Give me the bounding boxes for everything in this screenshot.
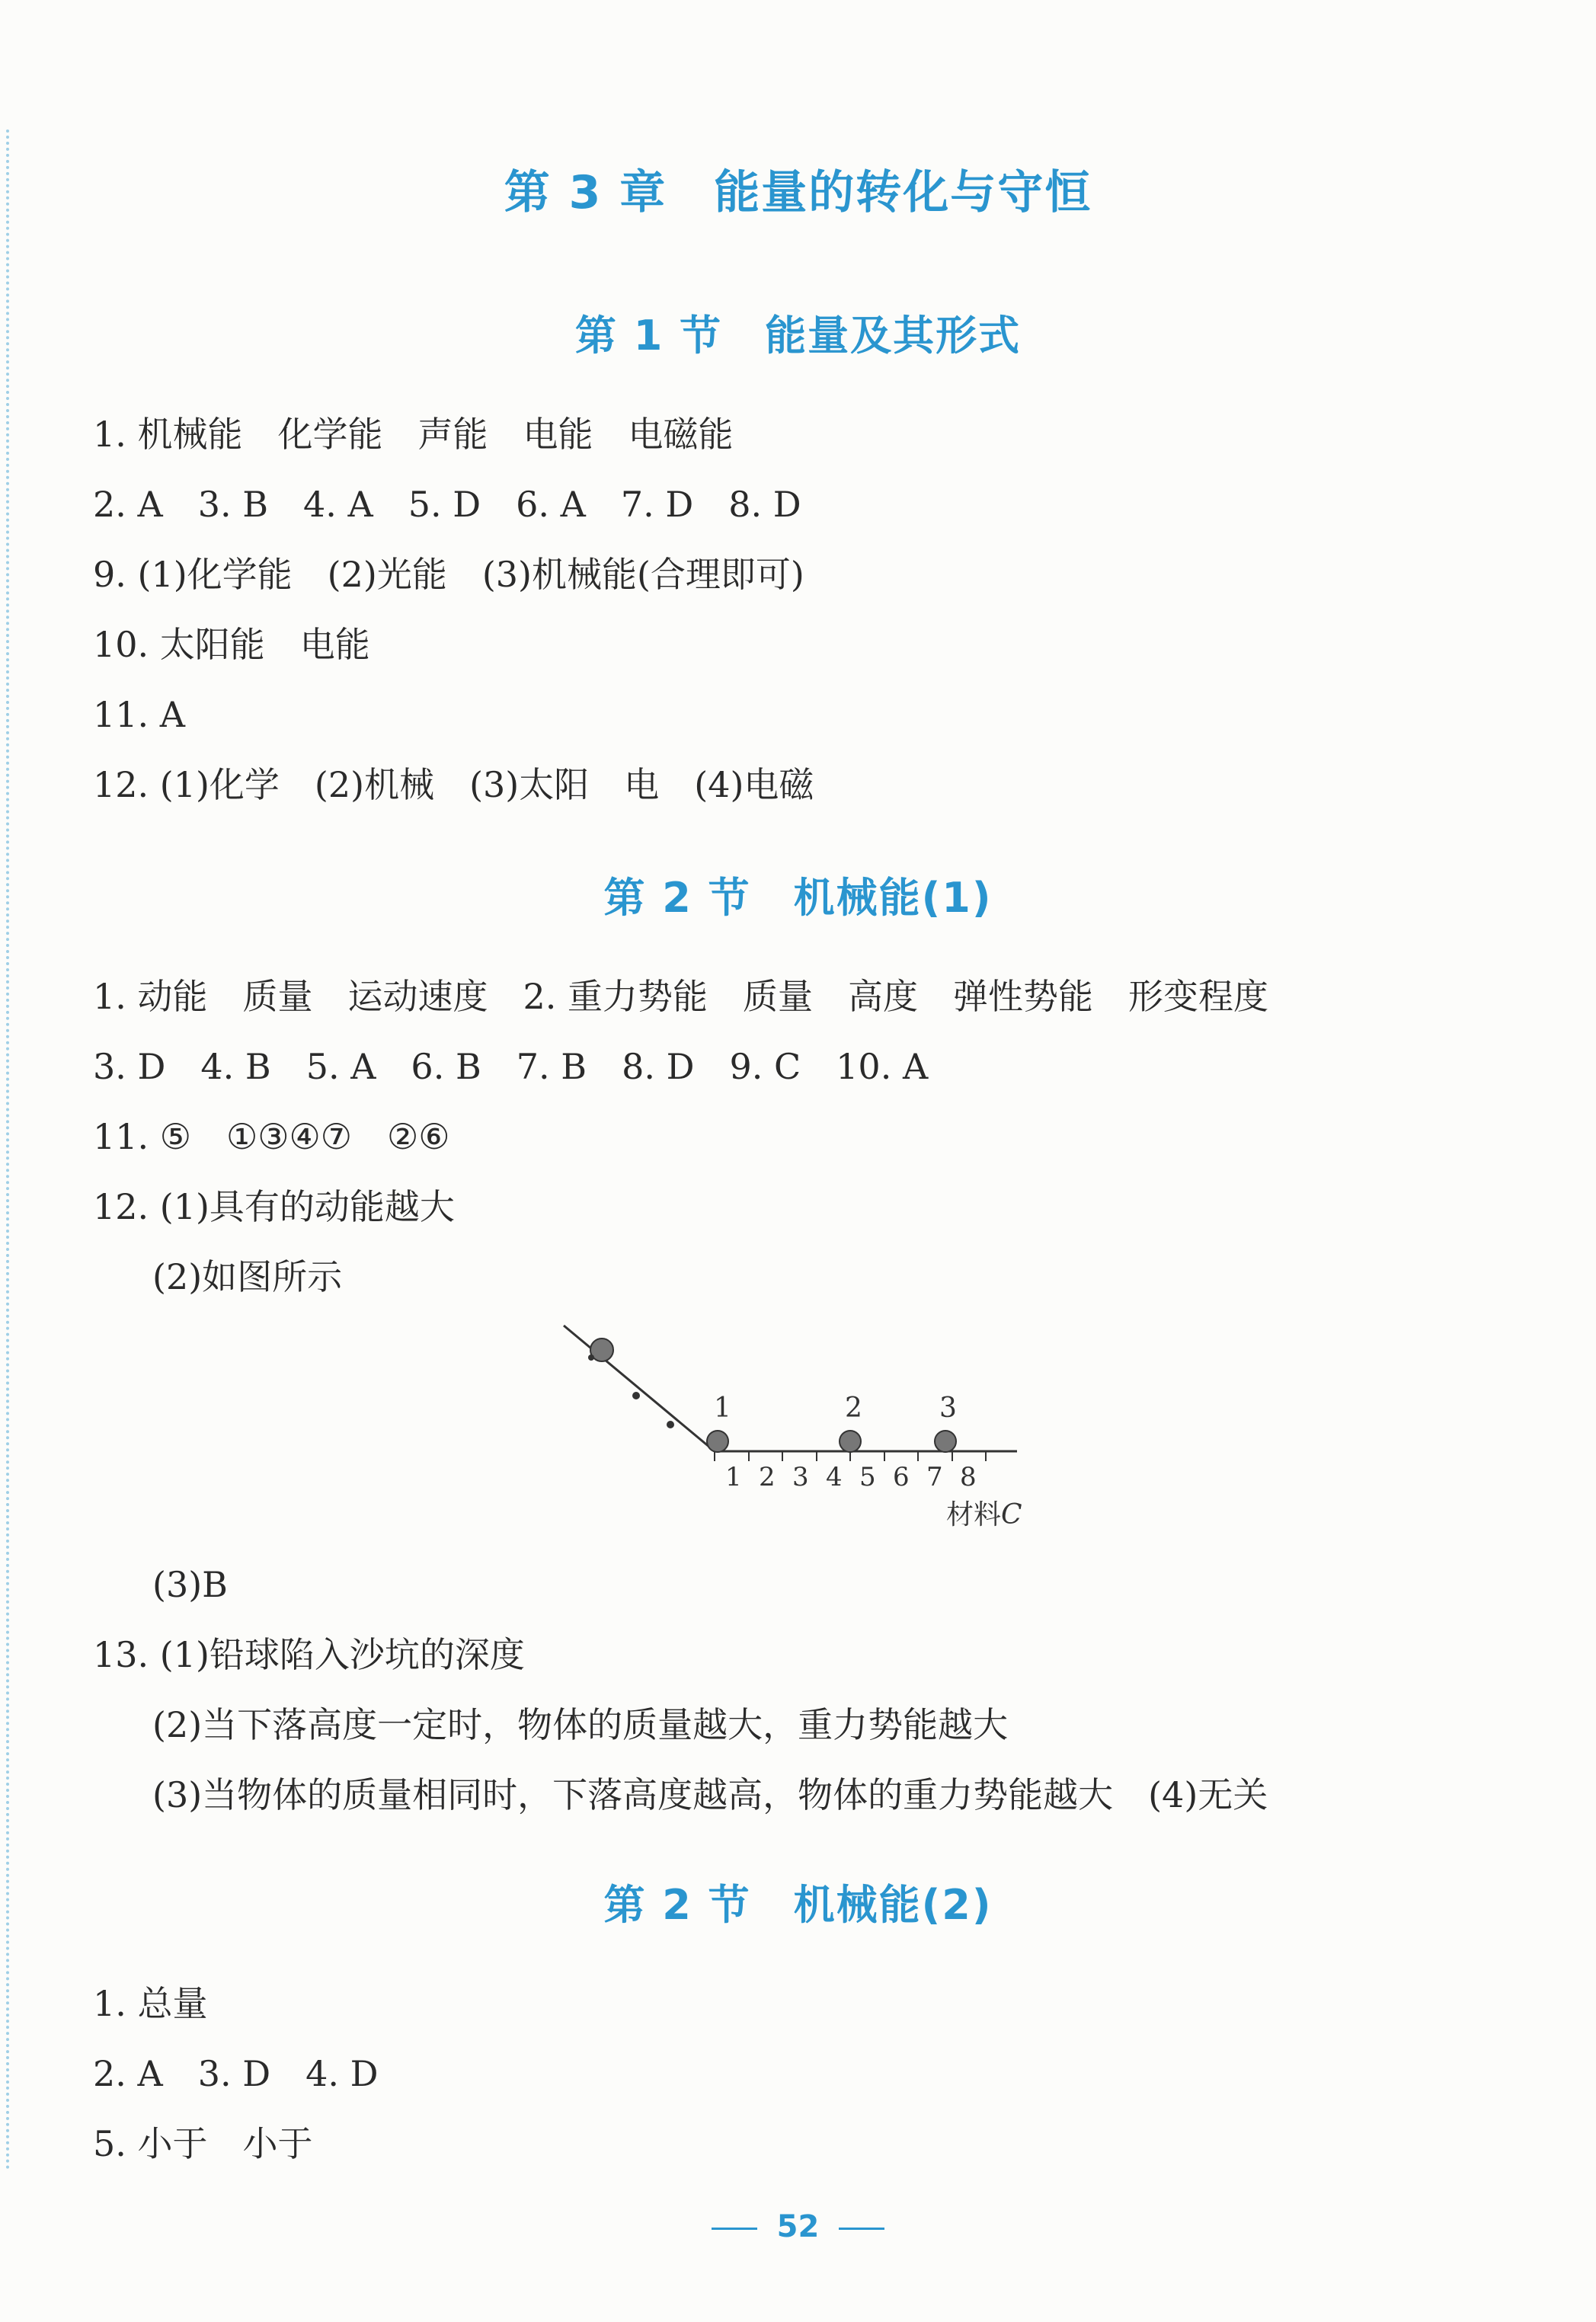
ball-label-1: 1 — [714, 1393, 731, 1424]
ramp-line — [564, 1326, 715, 1451]
s2-line-3: 11. ⑤ ①③④⑦ ②⑥ — [93, 1116, 450, 1157]
material-text: 材料 — [946, 1499, 1002, 1530]
tick-label: 4 — [826, 1462, 843, 1492]
path-dot — [667, 1421, 674, 1428]
path-dot — [632, 1392, 640, 1399]
section-2-title: 第 2 节 机械能(1) — [603, 874, 993, 922]
material-letter: C — [1001, 1499, 1022, 1530]
page-footer — [0, 2209, 1596, 2244]
tick-label: 5 — [859, 1462, 876, 1492]
s3-line-3: 5. 小于 小于 — [93, 2123, 313, 2164]
tick-label: 6 — [893, 1462, 910, 1492]
s2-line-6: (3)B — [152, 1564, 228, 1605]
s3-line-2: 2. A 3. D 4. D — [93, 2053, 379, 2094]
s2-line-7: 13. (1)铅球陷入沙坑的深度 — [93, 1634, 525, 1675]
s2-line-9: (3)当物体的质量相同时，下落高度越高，物体的重力势能越大 (4)无关 — [152, 1774, 1268, 1815]
ramp-figure — [549, 1310, 1082, 1539]
tick-label: 7 — [926, 1462, 943, 1492]
s1-line-2: 2. A 3. B 4. A 5. D 6. A 7. D 8. D — [93, 484, 801, 525]
section-1-title: 第 1 节 能量及其形式 — [574, 312, 1022, 360]
s1-line-6: 12. (1)化学 (2)机械 (3)太阳 电 (4)电磁 — [93, 764, 814, 805]
ball-2 — [840, 1431, 861, 1452]
s2-line-1: 1. 动能 质量 运动速度 2. 重力势能 质量 高度 弹性势能 形变程度 — [93, 976, 1269, 1017]
path-dot — [588, 1354, 594, 1361]
ball-1 — [707, 1431, 728, 1452]
s2-line-2: 3. D 4. B 5. A 6. B 7. B 8. D 9. C 10. A — [93, 1046, 929, 1087]
page-number: 52 — [776, 2209, 820, 2244]
ball-label-3: 3 — [939, 1393, 957, 1424]
footer-dash-right — [839, 2228, 884, 2230]
material-label — [946, 1499, 1022, 1530]
chapter-title: 第 3 章 能量的转化与守恒 — [504, 166, 1092, 219]
s1-line-1: 1. 机械能 化学能 声能 电能 电磁能 — [93, 414, 734, 455]
section-3-title: 第 2 节 机械能(2) — [603, 1881, 993, 1929]
s1-line-4: 10. 太阳能 电能 — [93, 624, 370, 665]
ball-3 — [935, 1431, 956, 1452]
s3-line-1: 1. 总量 — [93, 1983, 208, 2024]
tick-label: 1 — [725, 1462, 742, 1492]
tick-label: 2 — [759, 1462, 776, 1492]
ball-label-2: 2 — [845, 1393, 862, 1424]
s1-line-5: 11. A — [93, 694, 185, 735]
s2-line-5: (2)如图所示 — [152, 1256, 343, 1297]
tick-label: 3 — [792, 1462, 809, 1492]
s2-line-8: (2)当下落高度一定时，物体的质量越大，重力势能越大 — [152, 1704, 1009, 1745]
s1-line-3: 9. (1)化学能 (2)光能 (3)机械能(合理即可) — [93, 554, 804, 595]
tick-label: 8 — [960, 1462, 977, 1492]
s2-line-4: 12. (1)具有的动能越大 — [93, 1186, 455, 1227]
footer-dash-left — [712, 2228, 757, 2230]
